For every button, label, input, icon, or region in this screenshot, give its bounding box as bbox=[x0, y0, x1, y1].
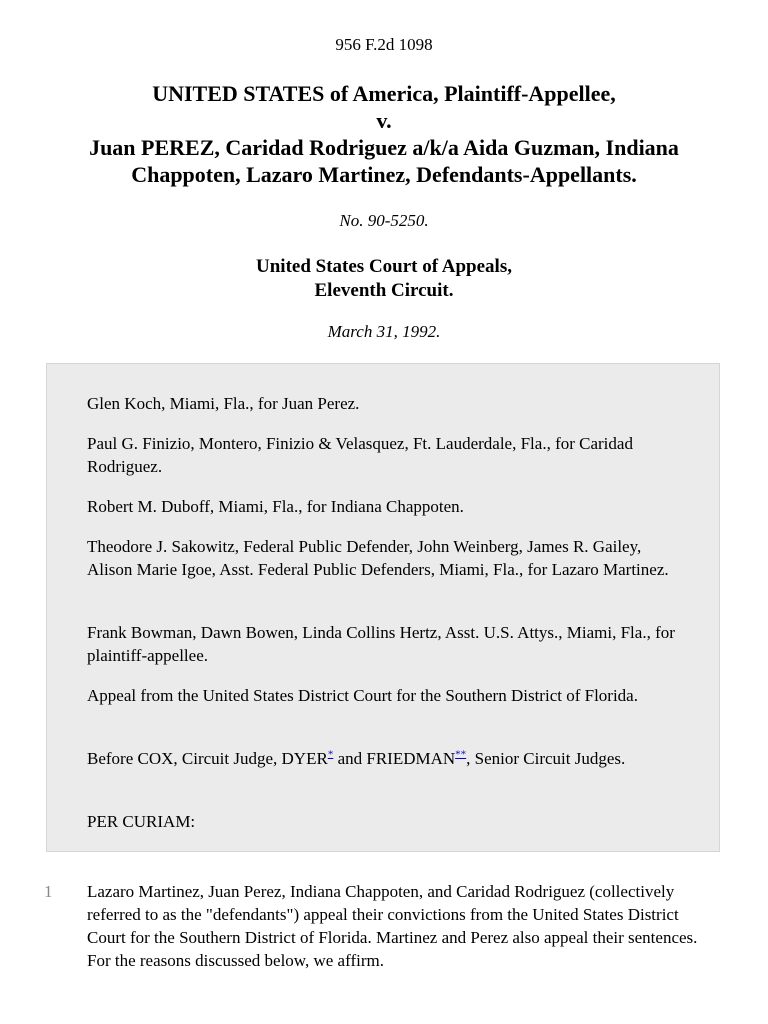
appeal-from: Appeal from the United States District Court for the Southern District of Florida. bbox=[87, 686, 638, 705]
per-curiam: PER CURIAM: bbox=[87, 812, 196, 831]
docket-number: No. 90-5250. bbox=[339, 211, 429, 230]
counsel-bowman: Frank Bowman, Dawn Bowen, Linda Collins Hertz, Asst. U.S. Attys., Miami, Fla., for plaintiff-appellee. bbox=[87, 623, 675, 665]
citation: 956 F.2d 1098 bbox=[335, 35, 433, 54]
court-name-line1: United States Court of Appeals, bbox=[256, 256, 512, 277]
caption-plaintiff: UNITED STATES of America, Plaintiff-Appellee, bbox=[152, 81, 616, 106]
caption-defendants-line2: Chappoten, Lazaro Martinez, Defendants-Appellants. bbox=[131, 162, 637, 187]
paragraph-number: 1 bbox=[44, 882, 53, 901]
case-caption bbox=[0, 80, 768, 188]
court-name bbox=[0, 255, 768, 303]
paragraph-text: Lazaro Martinez, Juan Perez, Indiana Chappoten, and Caridad Rodriguez (collectively referred to as the "defendants") appeal their convictions from the United States District Court for the Southern District of Florida. Martinez and Perez also appeal their sentences. For the reasons discussed below, we affirm. bbox=[87, 882, 698, 970]
footnote-link-1[interactable]: * bbox=[327, 748, 334, 761]
counsel-sakowitz: Theodore J. Sakowitz, Federal Public Defender, John Weinberg, James R. Gailey, Alison Marie Igoe, Asst. Federal Public Defenders, Miami, Fla., for Lazaro Martinez. bbox=[87, 537, 669, 579]
footnote-link-2[interactable]: ** bbox=[455, 748, 467, 761]
panel-text-2: and FRIEDMAN bbox=[333, 749, 456, 768]
counsel-duboff: Robert M. Duboff, Miami, Fla., for Indiana Chappoten. bbox=[87, 497, 464, 516]
caption-versus: v. bbox=[376, 108, 392, 133]
counsel-box bbox=[46, 363, 720, 852]
panel-text-1: Before COX, Circuit Judge, DYER bbox=[87, 749, 328, 768]
caption-defendants-line1: Juan PEREZ, Caridad Rodriguez a/k/a Aida Guzman, Indiana bbox=[89, 135, 679, 160]
court-name-line2: Eleventh Circuit. bbox=[314, 280, 454, 301]
counsel-koch: Glen Koch, Miami, Fla., for Juan Perez. bbox=[87, 394, 360, 413]
counsel-finizio: Paul G. Finizio, Montero, Finizio & Velasquez, Ft. Lauderdale, Fla., for Caridad Rodriguez. bbox=[87, 434, 633, 476]
panel-text-3: , Senior Circuit Judges. bbox=[466, 749, 626, 768]
decision-date: March 31, 1992. bbox=[327, 322, 441, 341]
panel-judges bbox=[87, 747, 687, 770]
